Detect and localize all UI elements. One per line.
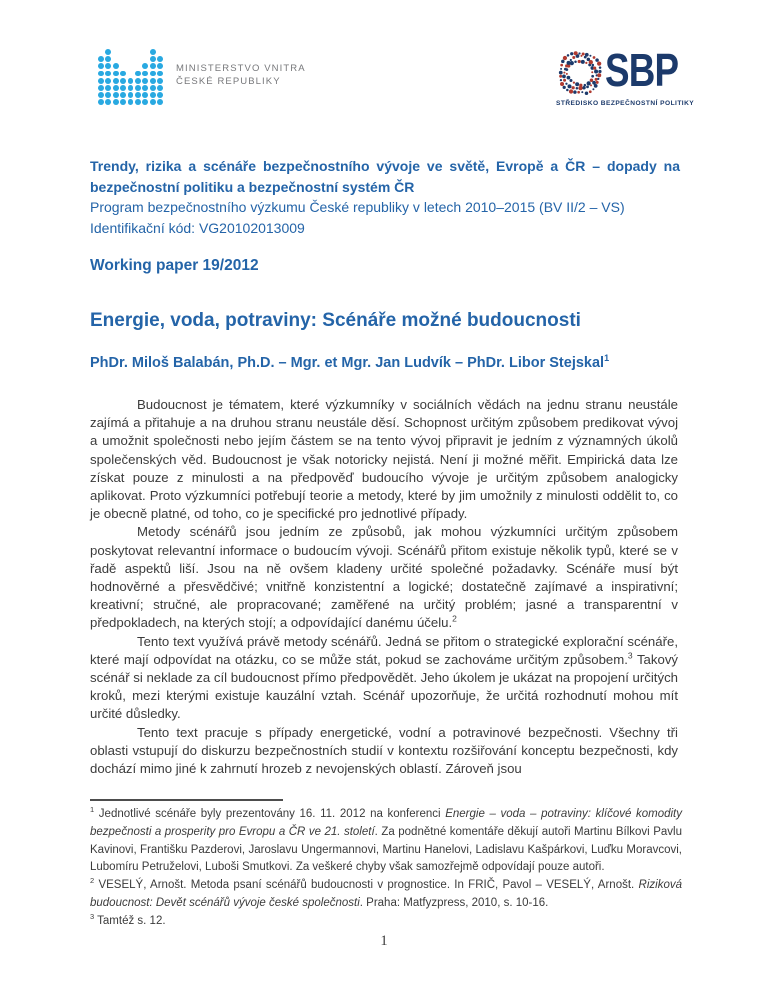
footnote-item: $^1$ Jednotlivé scénáře byly prezentovány 16. 11. 2012 na konferenci Energie – voda – potraviny: klíčové komodity bezpečnosti a prosperity pro Evropu a ČR ve 21. století. Za podnětné komentáře děkují autoři Martinu Bílkovi Pavlu Kavinovi, Františku Pazderovi, Jaroslavu Ungermannovi, Martinu Hanelovi, Ladislavu Kašpárkovi, Luďku Moravcovi, Lubomíru Petruželovi, Luboši Smutkovi. Za veškeré chyby však samozřejmě odpovídají pouze autoři. [90, 805, 683, 874]
authors-names: PhDr. Miloš Balabán, Ph.D. – Mgr. et Mgr. Jan Ludvík – PhDr. Libor Stejskal [90, 354, 605, 371]
project-header [90, 156, 680, 238]
authors-line [90, 353, 609, 371]
ministry-dots-icon [98, 49, 165, 107]
sbp-logo-caption: STŘEDISKO BEZPEČNOSTNÍ POLITIKY [556, 100, 695, 107]
ministry-logo-caption [176, 62, 306, 88]
ministry-caption-line2: ČESKÉ REPUBLIKY [176, 76, 281, 87]
footnotes [90, 806, 682, 931]
body-paragraph: Tento text využívá právě metody scénářů. Jedná se přitom o strategické explorační scénáře, které mají odpovídat na otázku, co se může stát, pokud se zachováme určitým způsobem.$^3$ Takový scénář si neklade za cíl budoucnost přímo předpovědět. Jeho úkolem je ukázat na propojení určitých kroků, mezi kterými existuje kauzální vztah. Scénář upozorňuje, že určitá rozhodnutí mohou mít určité důsledky. [90, 633, 679, 722]
working-paper-label: Working paper 19/2012 [90, 257, 259, 274]
body-paragraph: Budoucnost je tématem, které výzkumníky v sociálních vědách na jednu stranu neustále zajímá a přitahuje a na druhou stranu neustále děsí. Schopnost určitým způsobem predikovat vývoj a umožnit společnosti nebo jejím částem se na tento vývoj připravit je jedním z významných úkolů společenských věd. Budoucnost je však notoricky nejistá. Není ji možné měřit. Empirická data lze získat pouze z minulosti a na předpověď budoucího vývoje je určitým způsobem analogicky aplikovat. Proto výzkumníci potřebují teorie a metody, které by jim umožnily z minulosti oddělit to, co je obecně platné, od toho, co je specifické pro jednotlivé případy. [90, 397, 678, 522]
authors-footnote-ref: 1 [604, 353, 610, 363]
identification-code-line: Identifikační kód: VG20102013009 [90, 219, 305, 236]
body-paragraph: Metody scénářů jsou jedním ze způsobů, jak mohou výzkumníci určitým způsobem poskytovat relevantní informace o budoucím vývoji. Scénářů přitom existuje několik typů, které se v řadě aspektů liší. Jsou na ně ovšem kladeny určité společné požadavky. Scénáře musí být hodnověrné a přesvědčivé; vnitřně konzistentní a logické; dostatečně zajímavé a inspirativní; kreativní; stručné, ale propracované; zaměřené na určitý problém; jasné a transparentní v předpokladech, na kterých stojí; a odpovídající danému účelu.$^2$ [90, 524, 678, 631]
page-number: 1 [380, 933, 388, 949]
document-title: Energie, voda, potraviny: Scénáře možné budoucnosti [90, 310, 581, 331]
ministry-logo [98, 49, 306, 107]
project-title: Trendy, rizika a scénáře bezpečnostního vývoje ve světě, Evropě a ČR – dopady na bezpečnostní politiku a bezpečnostní systém ČR [90, 158, 680, 195]
footnote-separator [90, 799, 283, 801]
ministry-caption-line1: MINISTERSTVO VNITRA [176, 63, 306, 74]
sbp-acronym: SBP [605, 44, 679, 96]
footnote-item: $^3$ Tamtéž s. 12. [90, 911, 166, 927]
body-paragraph: Tento text pracuje s případy energetické, vodní a potravinové bezpečnosti. Všechny tři oblasti vstupují do diskurzu bezpečnostních studií v kontextu rozšiřování konceptu bezpečnosti, kdy dochází mimo jiné k zahrnutí hrozeb z nevojenských oblastí. Zároveň jsou [90, 724, 678, 777]
sbp-ring-icon [556, 49, 604, 97]
footnote-item: $^2$ VESELÝ, Arnošt. Metoda psaní scénářů budoucnosti v prognostice. In FRIČ, Pavol – VESELÝ, Arnošt. Riziková budoucnost: Devět scénářů vývoje české společnosti. Praha: Matfyzpress, 2010, s. 10-16. [90, 876, 682, 909]
program-line: Program bezpečnostního výzkumu České republiky v letech 2010–2015 (BV II/2 – VS) [90, 199, 625, 215]
body-text [90, 396, 678, 778]
